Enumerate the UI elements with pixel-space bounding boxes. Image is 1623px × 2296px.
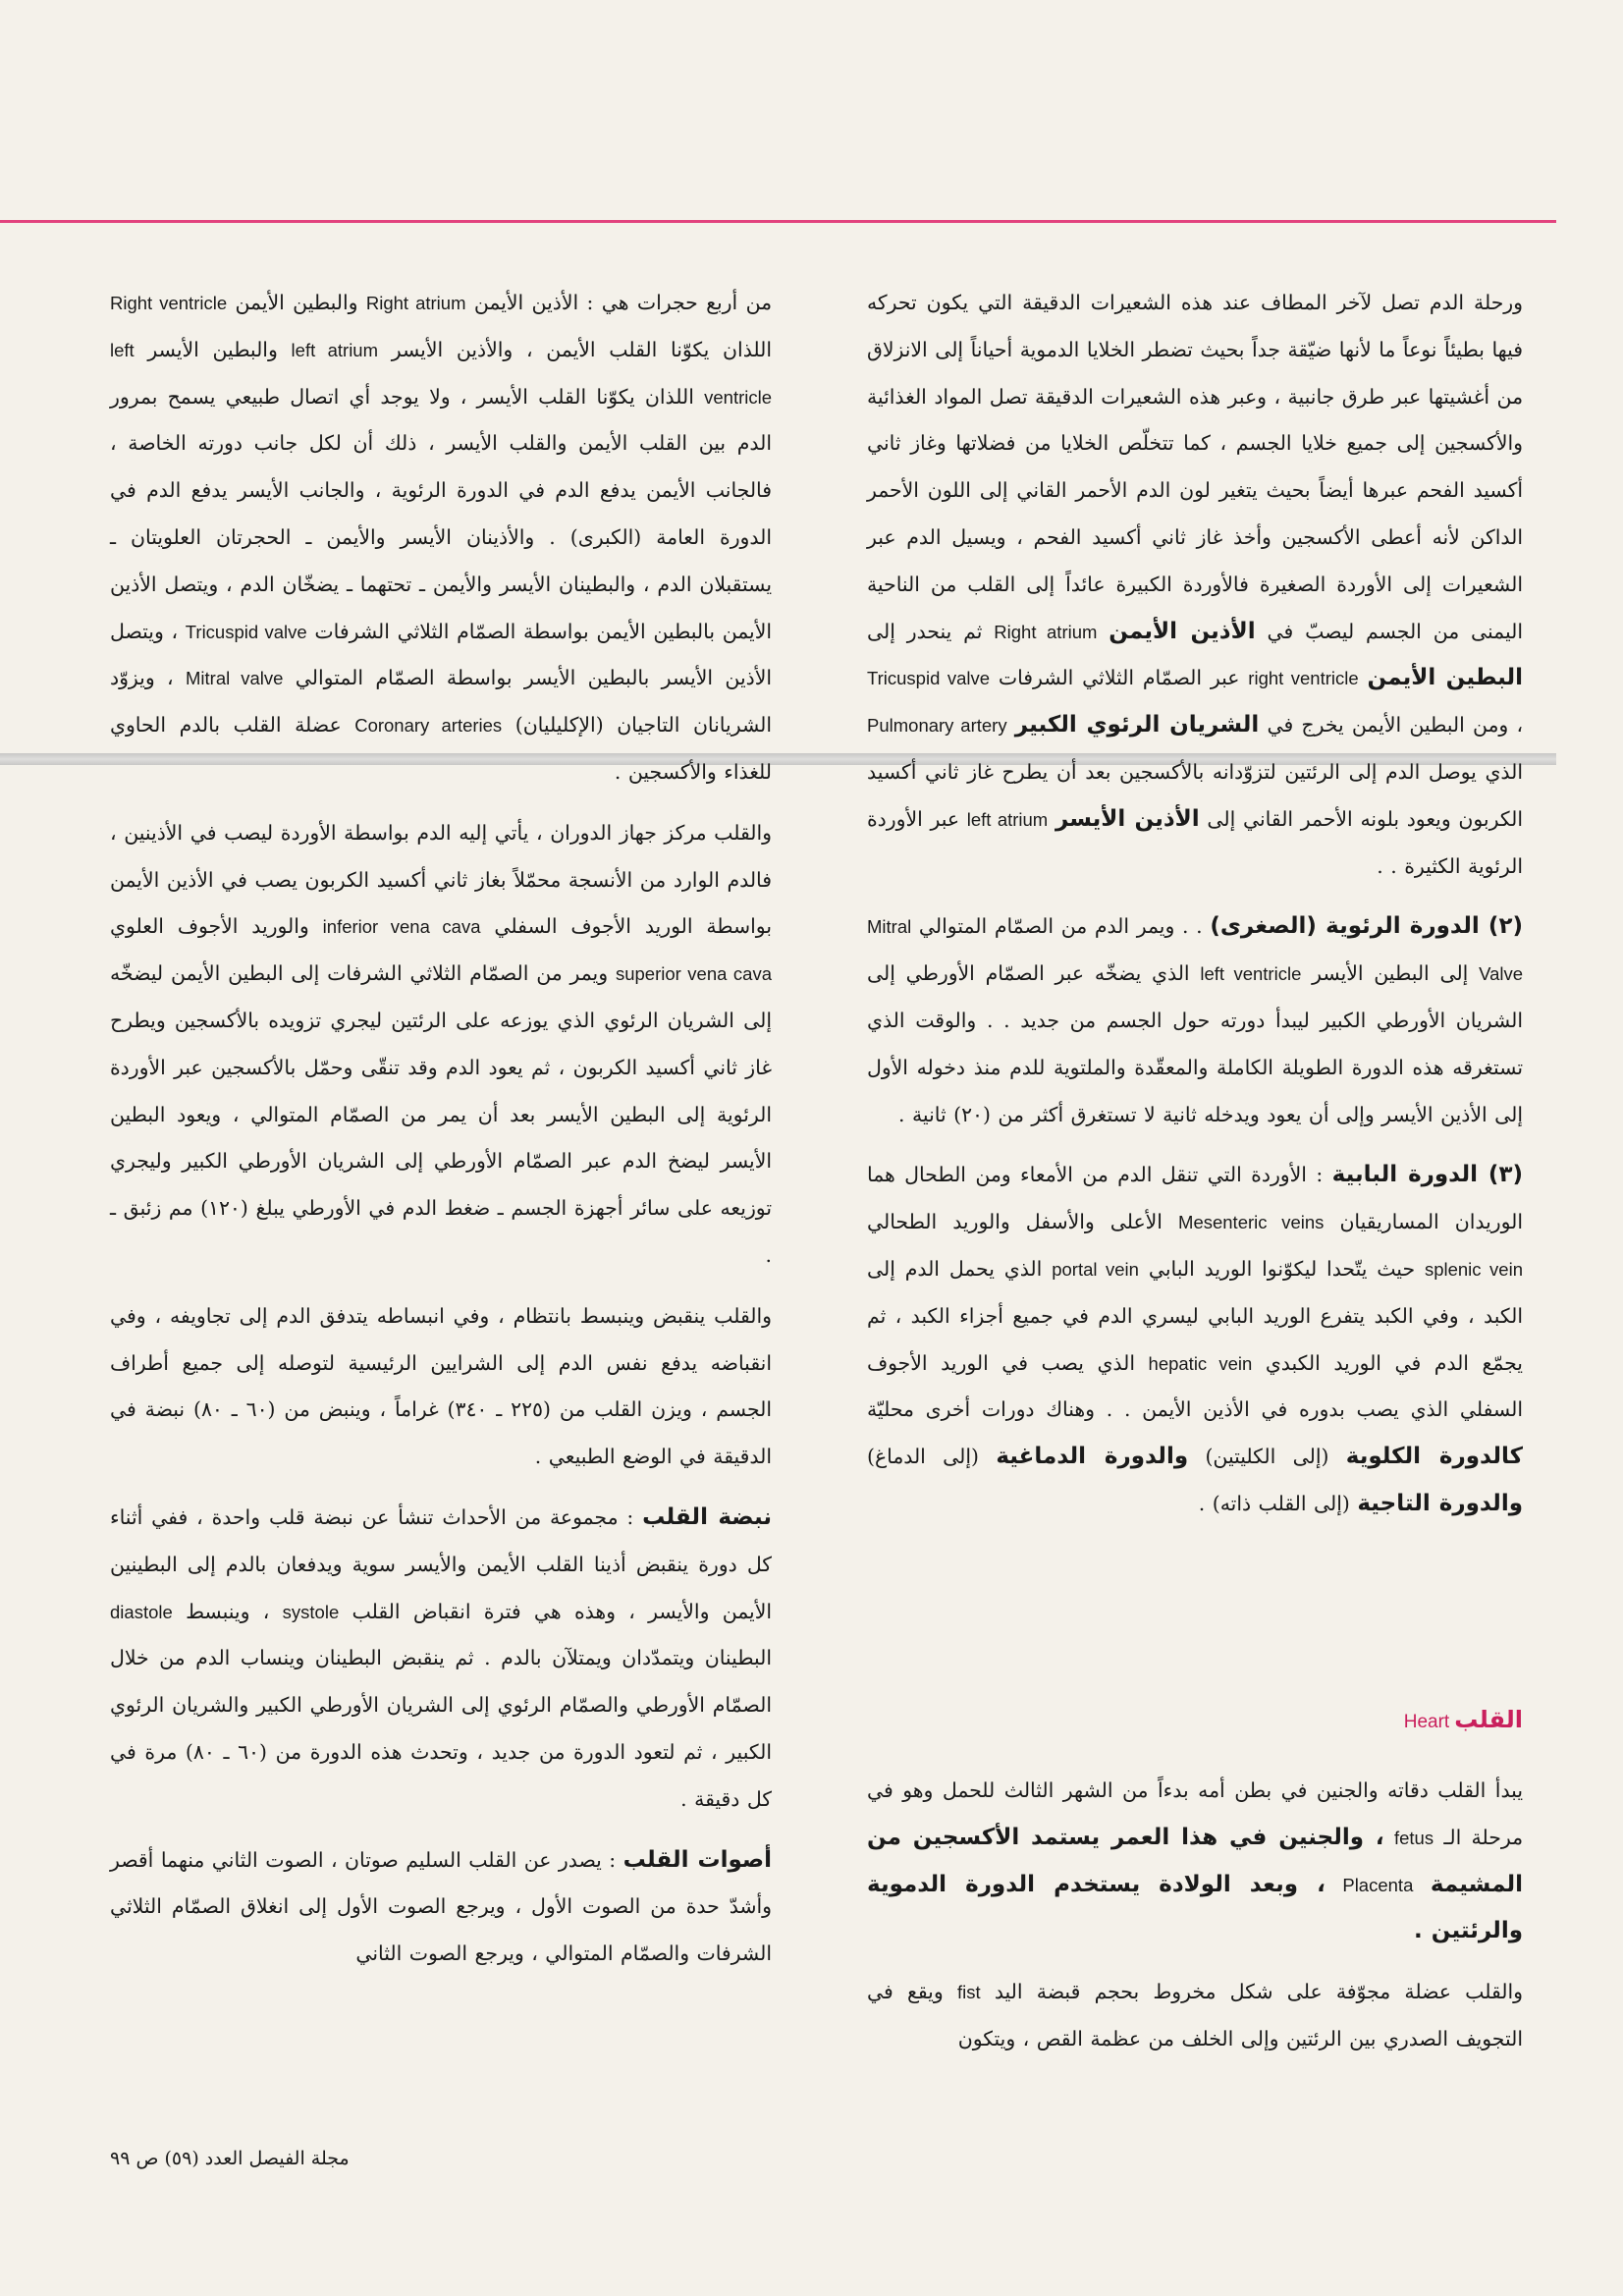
paragraph: والقلب مركز جهاز الدوران ، يأتي إليه الدم بواسطة الأوردة ليصب في الأذينين ، فالدم الوارد من الأنسجة محمّلاً بغاز ثاني أكسيد الكربون يصب في الأذين الأيمن بواسطة الوريد الأجوف السفلي inferior vena cava والوريد الأجوف العلوي superior vena cava ويمر من الصمّام الثلاثي الشرفات إلى البطين الأيمن ليضخّه إلى الشريان الرئوي الذي يوزعه على الرئتين ليجري تزويده بالأكسجين ويطرح غاز ثاني أكسيد الكربون ، ثم يعود الدم وقد تنقّى وحمّل بالأكسجين عبر الأوردة الرئوية إلى البطين الأيسر بعد أن يمر من الصمّام المتوالي ، ويعود البطين الأيسر ليضخ الدم عبر الصمّام الأورطي إلى الشريان الأورطي الكبير وليجري توزيعه على سائر أجهزة الجسم ـ ضغط الدم في الأورطي يبلغ (١٢٠) مم زئبق ـ . xyxy=(110,820,773,1267)
paragraph-heartbeat: نبضة القلب : مجموعة من الأحداث تنشأ عن نبضة قلب واحدة ، ففي أثناء كل دورة ينقبض أذينا القلب الأيمن والأيسر سوية ويدفعان بالدم إلى البطينين الأيمن والأيسر ، وهذه هي فترة انقباض القلب systole ، وينبسط diastole البطينان ويتمدّدان ويمتلآن بالدم . ثم ينقبض البطينان وينساب الدم من خلال الصمّام الأورطي والصمّام الرئوي إلى الشريان الأورطي الكبير والشريان الرئوي الكبير ، ثم لتعود الدورة من جديد ، وتحدث هذه الدورة من (٦٠ ـ ٨٠) مرة في كل دقيقة . xyxy=(110,1503,773,1811)
paragraph: والقلب ينقبض وينبسط بانتظام ، وفي انبساطه يتدفق الدم إلى تجاويفه ، وفي انقباضه يدفع نفس الدم إلى الشرايين الرئيسية لتوصله إلى جميع أطراف الجسم ، ويزن القلب من (٢٢٥ ـ ٣٤٠) غراماً ، وينبض من (٦٠ ـ ٨٠) نبضة في الدقيقة في الوضع الطبيعي . xyxy=(110,1303,773,1469)
paragraph: ورحلة الدم تصل لآخر المطاف عند هذه الشعيرات الدقيقة التي يكون تحركه فيها بطيئاً نوعاً ما لأنها ضيّقة جداً بحيث تضطر الخلايا الدموية أحياناً إلى الانزلاق من أغشيتها عبر طرق جانبية ، وعبر هذه الشعيرات الدقيقة تصل المواد الغذائية والأكسجين إلى جميع خلايا الجسم ، كما تتخلّص الخلايا من فضلاتها وغاز ثاني أكسيد الفحم عبرها أيضاً بحيث يتغير لون الدم الأحمر القاني إلى اللون الأحمر الداكن لأنه أعطى الأكسجين وأخذ غاز ثاني أكسيد الفحم ، ويسيل الدم عبر الشعيرات إلى الأوردة الصغيرة فالأوردة الكبيرة عائداً إلى القلب من الناحية اليمنى من الجسم ليصبّ في الأذين الأيمن Right atrium ثم ينحدر إلى البطين الأيمن right ventricle عبر الصمّام الثلاثي الشرفات Tricuspid valve ، ومن البطين الأيمن يخرج في الشريان الرئوي الكبير Pulmonary artery الذي يوصل الدم إلى الرئتين لتزوّدانه بالأكسجين بعد أن يطرح غاز ثاني أكسيد الكربون ويعود بلونه الأحمر القاني إلى الأذين الأيسر left atrium عبر الأوردة الرئوية الكثيرة . . xyxy=(867,291,1524,878)
page-footer: مجلة الفيصل العدد (٥٩) ص ٩٩ xyxy=(110,2148,350,2169)
right-column xyxy=(867,280,1523,1528)
paragraph-heart-sounds: أصوات القلب : يصدر عن القلب السليم صوتان ، الصوت الثاني منهما أقصر وأشدّ حدة من الصوت الأول ، ويرجع الصوت الأول إلى انغلاق الصمّام الثلاثي الشرفات والصمّام المتوالي ، ويرجع الصوت الثاني xyxy=(110,1846,773,1966)
top-rule xyxy=(0,220,1556,223)
paragraph: من أربع حجرات هي : الأذين الأيمن Right atrium والبطين الأيمن Right ventricle اللذان يكوّنا القلب الأيمن ، والأذين الأيسر left atrium والبطين الأيسر left ventricle اللذان يكوّنا القلب الأيسر ، ولا يوجد أي اتصال طبيعي يسمح بمرور الدم بين القلب الأيمن والقلب الأيسر ، ذلك أن لكل جانب دورته الخاصة ، فالجانب الأيمن يدفع الدم في الدورة الرئوية ، والجانب الأيسر يدفع الدم في الدورة العامة (الكبرى) . والأذينان الأيسر والأيمن ـ الحجرتان العلويتان ـ يستقبلان الدم ، والبطينان الأيسر والأيمن ـ تحتهما ـ يضخّان الدم ، ويتصل الأذين الأيمن بالبطين الأيمن بواسطة الصمّام الثلاثي الشرفات Tricuspid valve ، ويتصل الأذين الأيسر بالبطين الأيسر بواسطة الصمّام المتوالي Mitral valve ، ويزوّد الشريانان التاجيان (الإكليليان) Coronary arteries عضلة القلب بالدم الحاوي للغذاء والأكسجين . xyxy=(110,291,773,784)
left-column xyxy=(110,280,772,1978)
section-title-heart: القلب Heart xyxy=(1403,1706,1523,1733)
paragraph: والقلب عضلة مجوّفة على شكل مخروط بحجم قبضة اليد fist ويقع في التجويف الصدري بين الرئتين وإلى الخلف من عظمة القص ، ويتكون xyxy=(867,1980,1523,2050)
paragraph-portal: (٣) الدورة البابية : الأوردة التي تنقل الدم من الأمعاء ومن الطحال هما الوريدان المساريقيان Mesenteric veins الأعلى والأسفل والوريد الطحالي splenic vein حيث يتّحدا ليكوّنوا الوريد البابي portal vein الذي يحمل الدم إلى الكبد ، وفي الكبد يتفرع الوريد البابي ليسري الدم في جميع أجزاء الكبد ، ثم يجمّع الدم في الوريد الكبدي hepatic vein الذي يصب في الوريد الأجوف السفلي الذي يصب بدوره في الأذين الأيمن . . وهناك دورات أخرى محليّة كالدورة الكلوية (إلى الكليتين) والدورة الدماغية (إلى الدماغ) والدورة التاجية (إلى القلب ذاته) . xyxy=(867,1162,1524,1516)
paragraph-pulmonary: (٢) الدورة الرئوية (الصغرى) . . ويمر الدم من الصمّام المتوالي Mitral Valve إلى البطين الأيسر left ventricle الذي يضخّه عبر الصمّام الأورطي إلى الشريان الأورطي الكبير ليبدأ دورته حول الجسم من جديد . . والوقت الذي تستغرقه هذه الدورة الطويلة الكاملة والمعقّدة والملتوية للدم منذ دخوله الأول إلى الأذين الأيسر وإلى أن يعود ويدخله ثانية لا تستغرق أكثر من (٢٠) ثانية . xyxy=(867,913,1524,1126)
heart-section xyxy=(867,1768,1523,2063)
paragraph: يبدأ القلب دقاته والجنين في بطن أمه بدءاً من الشهر الثالث للحمل وهو في مرحلة الـ fetus ، والجنين في هذا العمر يستمد الأكسجين من المشيمة Placenta ، وبعد الولادة يستخدم الدورة الدموية والرئتين . xyxy=(867,1778,1524,1944)
